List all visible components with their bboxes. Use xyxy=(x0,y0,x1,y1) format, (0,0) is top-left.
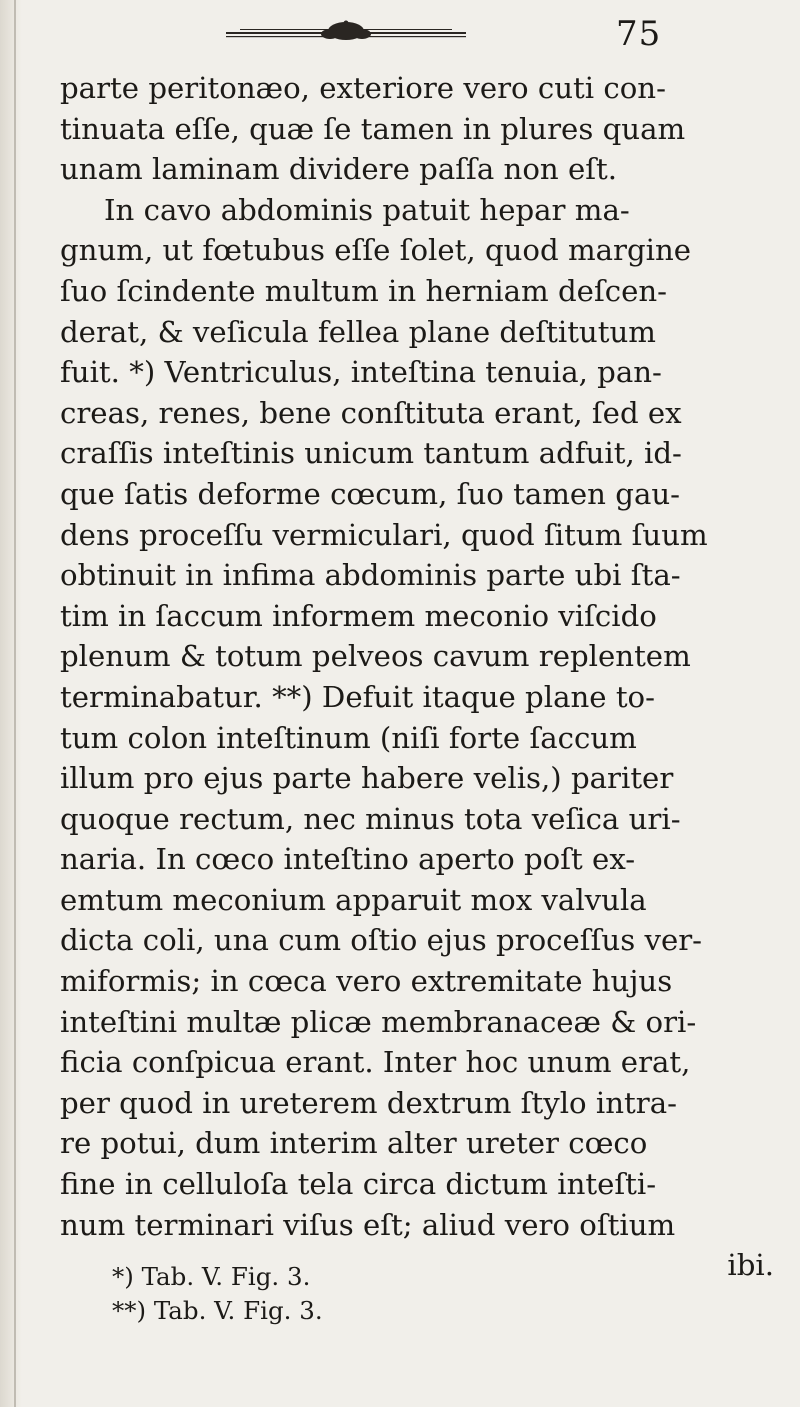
text-line: dicta coli, una cum oſtio ejus proceſſus ver- xyxy=(60,923,703,958)
text-line: emtum meconium apparuit mox valvula xyxy=(60,882,647,917)
text-line: unam laminam dividere paſſa non eſt. xyxy=(60,152,618,187)
text-line: quoque rectum, nec minus tota veſica uri- xyxy=(60,801,681,836)
text-line: parte peritonæo, exteriore vero cuti con- xyxy=(60,71,666,105)
text-line: plenum & totum pelveos cavum replentem xyxy=(60,639,691,674)
text-line: ſuo ſcindente multum in herniam deſcen- xyxy=(60,273,668,308)
text-line: naria. In cœco inteſtino aperto poſt ex- xyxy=(60,842,636,877)
text-line: tim in ſaccum informem meconio viſcido xyxy=(60,598,657,633)
paragraph-start-line: In cavo abdominis patuit hepar ma- xyxy=(104,192,630,227)
text-line: re potui, dum interim alter ureter cœco xyxy=(60,1126,648,1161)
text-line: craſſis inteſtinis unicum tantum adfuit, id- xyxy=(60,436,682,471)
catchword-line: ibi. xyxy=(727,1248,774,1283)
header-ornament-icon xyxy=(226,20,466,46)
body-text xyxy=(60,68,780,1286)
text-line: tinuata eſſe, quæ ſe tamen in plures quam xyxy=(60,111,686,146)
text-line: terminabatur. **) Defuit itaque plane to- xyxy=(60,679,655,714)
footnote: *) Tab. V. Fig. 3. xyxy=(112,1262,311,1291)
page-number: 75 xyxy=(616,14,662,54)
footnote: **) Tab. V. Fig. 3. xyxy=(112,1296,323,1325)
text-line: fuit. *) Ventriculus, inteſtina tenuia, pan- xyxy=(60,355,662,390)
text-line: per quod in ureterem dextrum ſtylo intra- xyxy=(60,1085,677,1120)
text-line: obtinuit in infima abdominis parte ubi ſta- xyxy=(60,558,681,593)
text-line: que ſatis deforme cœcum, ſuo tamen gau- xyxy=(60,476,681,511)
text-line: illum pro ejus parte habere velis,) pariter xyxy=(60,761,674,796)
text-line: creas, renes, bene conſtituta erant, ſed ex xyxy=(60,395,682,430)
text-line: inteſtini multæ plicæ membranaceæ & ori- xyxy=(60,1004,697,1039)
page-binding-shadow xyxy=(0,0,22,1407)
text-line: miformis; in cœca vero extremitate hujus xyxy=(60,964,673,999)
text-line: gnum, ut fœtubus eſſe ſolet, quod margine xyxy=(60,233,692,268)
text-line: derat, & veſicula fellea plane deſtitutum xyxy=(60,314,656,349)
text-line: ficia conſpicua erant. Inter hoc unum erat, xyxy=(60,1045,691,1080)
footnotes xyxy=(112,1260,712,1328)
text-line: num terminari viſus eſt; aliud vero oſtium xyxy=(60,1207,676,1242)
text-line: tum colon inteſtinum (niſi forte ſaccum xyxy=(60,720,637,755)
binding-edge xyxy=(14,0,16,1407)
text-line: fine in celluloſa tela circa dictum inteſti- xyxy=(60,1167,657,1202)
text-line: dens proceſſu vermiculari, quod ſitum ſuum xyxy=(60,517,708,552)
